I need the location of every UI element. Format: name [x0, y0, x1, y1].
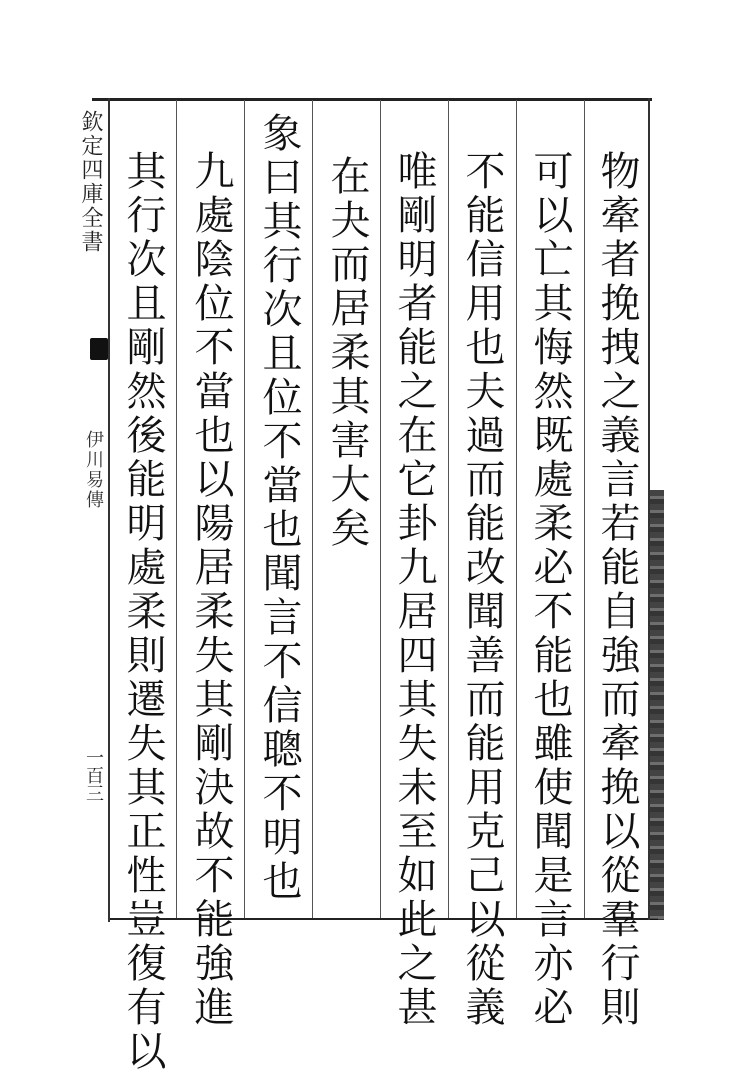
column-rule [244, 100, 245, 918]
text-column-2: 可以亡其悔然既處柔必不能也雖使聞是言亦必 [527, 150, 573, 1030]
text-column-7: 九處陰位不當也以陽居柔失其剛決故不能強進 [188, 150, 234, 1030]
page-number: 一百三 [83, 748, 104, 802]
column-rule [516, 100, 517, 918]
column-rule [380, 100, 381, 918]
page-edge-shadow [650, 490, 664, 920]
text-column-4: 唯剛明者能之在它卦九居四其失未至如此之甚 [391, 150, 437, 1030]
column-rule [312, 100, 313, 918]
text-column-3: 不能信用也夫過而能改聞善而能用克己以從義 [459, 150, 505, 1030]
column-rule [448, 100, 449, 918]
book-title: 欽定四庫全書 [78, 110, 103, 254]
text-column-6: 象曰其行次且位不當也聞言不信聰不明也 [256, 112, 302, 904]
section-label: 伊川易傳 [83, 430, 104, 510]
outer-left-border [108, 98, 110, 922]
text-column-1: 物牽者挽拽之義言若能自強而牽挽以從羣行則 [594, 150, 640, 1030]
text-column-8: 其行次且剛然後能明處柔則遷失其正性豈復有以 [120, 150, 166, 1074]
column-rule [176, 100, 177, 918]
text-column-5: 在夬而居柔其害大矣 [324, 155, 370, 551]
fishtail-mark [90, 338, 108, 360]
column-rule [584, 100, 585, 918]
